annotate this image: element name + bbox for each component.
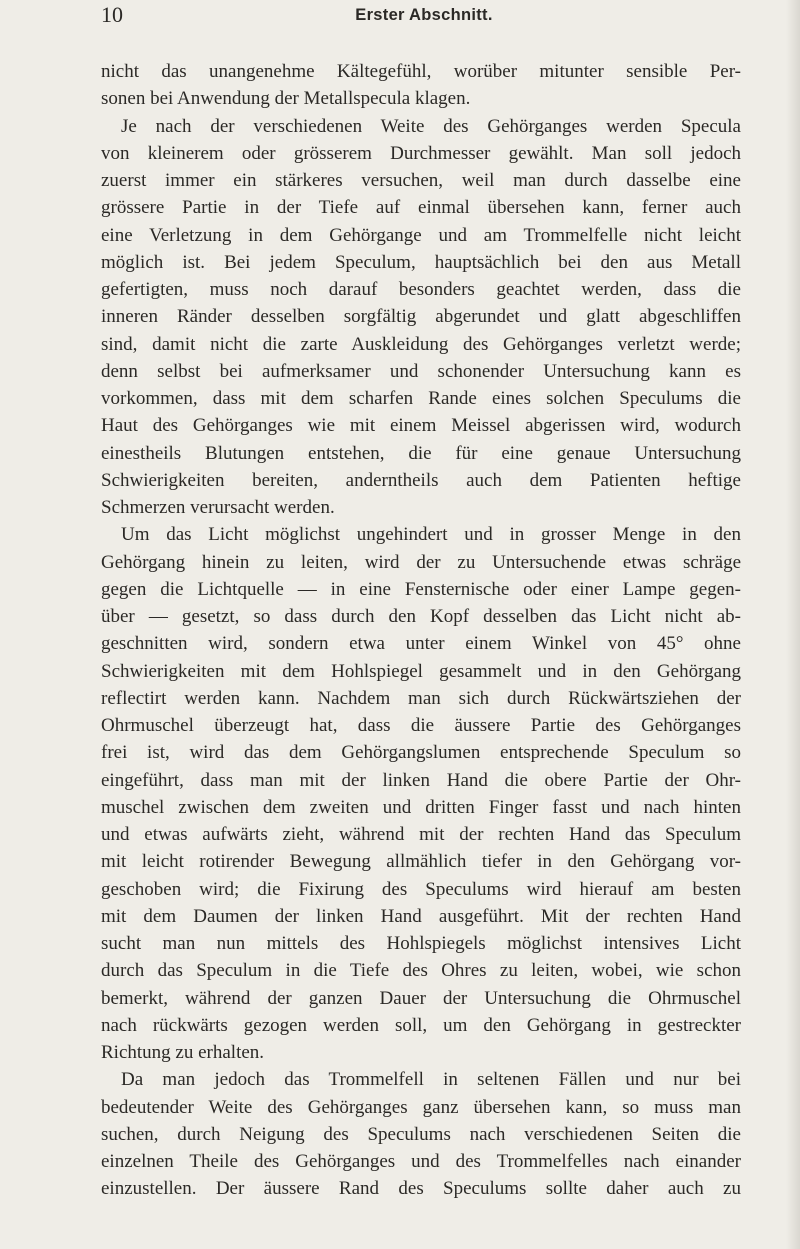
text-line: Haut des Gehörganges wie mit einem Meissel abgerissen wird, wodurch — [101, 415, 741, 437]
text-line: denn selbst bei aufmerksamer und schonender Untersuchung kann es — [101, 360, 741, 382]
text-line: einzustellen. Der äussere Rand des Speculums sollte daher auch zu — [101, 1178, 741, 1200]
body-text — [101, 58, 741, 1203]
text-line: suchen, durch Neigung des Speculums nach verschiedenen Seiten die — [101, 1123, 741, 1145]
text-line: grössere Partie in der Tiefe auf einmal übersehen kann, ferner auch — [101, 197, 741, 219]
text-line: eingeführt, dass man mit der linken Hand die obere Partie der Ohr- — [101, 769, 741, 791]
text-line: Um das Licht möglichst ungehindert und in grosser Menge in den — [121, 524, 741, 546]
page-number: 10 — [101, 2, 123, 27]
text-line: einzelnen Theile des Gehörganges und des Trommelfelles nach einander — [101, 1151, 741, 1172]
text-line: vorkommen, dass mit dem scharfen Rande eines solchen Speculums die — [101, 388, 741, 409]
text-line: sonen bei Anwendung der Metallspecula klagen. — [101, 88, 471, 110]
text-line: eine Verletzung in dem Gehörgange und am Trommelfelle nicht leicht — [101, 224, 741, 246]
text-line: gegen die Lichtquelle — in eine Fensternische oder einer Lampe gegen- — [101, 578, 741, 600]
text-line: Ohrmuschel überzeugt hat, dass die äussere Partie des Gehörganges — [101, 715, 741, 736]
text-line: Schwierigkeiten bereiten, anderntheils auch dem Patienten heftige — [101, 469, 741, 491]
text-line: einestheils Blutungen entstehen, die für eine genaue Untersuchung — [101, 442, 741, 464]
text-line: frei ist, wird das dem Gehörgangslumen entsprechende Speculum so — [101, 742, 741, 764]
running-head: Erster Abschnitt. — [355, 6, 493, 24]
text-line: Richtung zu erhalten. — [101, 1042, 265, 1063]
text-line: zuerst immer ein stärkeres versuchen, weil man durch dasselbe eine — [101, 170, 741, 191]
text-line: bemerkt, während der ganzen Dauer der Untersuchung die Ohrmuschel — [101, 987, 741, 1009]
text-line: Je nach der verschiedenen Weite des Gehörganges werden Specula — [121, 115, 741, 137]
text-line: inneren Ränder desselben sorgfältig abgerundet und glatt abgeschliffen — [101, 306, 741, 328]
text-line: geschnitten wird, sondern etwa unter einem Winkel von 45° ohne — [101, 633, 741, 655]
text-line: durch das Speculum in die Tiefe des Ohres zu leiten, wobei, wie schon — [101, 960, 741, 982]
text-line: sucht man nun mittels des Hohlspiegels möglichst intensives Licht — [101, 933, 741, 954]
text-line: mit dem Daumen der linken Hand ausgeführt. Mit der rechten Hand — [101, 905, 741, 927]
text-line: muschel zwischen dem zweiten und dritten Finger fasst und nach hinten — [101, 796, 741, 818]
text-line: und etwas aufwärts zieht, während mit der rechten Hand das Speculum — [101, 824, 741, 845]
page-edge-shadow — [786, 0, 800, 1249]
text-line: von kleinerem oder grösserem Durchmesser gewählt. Man soll jedoch — [101, 142, 741, 164]
text-line: Da man jedoch das Trommelfell in seltenen Fällen und nur bei — [121, 1069, 741, 1091]
text-line: bedeutender Weite des Gehörganges ganz übersehen kann, so muss man — [101, 1096, 741, 1118]
text-line: Schwierigkeiten mit dem Hohlspiegel gesammelt und in den Gehörgang — [101, 660, 741, 682]
text-line: nicht das unangenehme Kältegefühl, worüber mitunter sensible Per- — [101, 61, 741, 82]
text-line: über — gesetzt, so dass durch den Kopf desselben das Licht nicht ab- — [101, 606, 741, 627]
page-header — [101, 2, 741, 28]
text-line: nach rückwärts gezogen werden soll, um den Gehörgang in gestreckter — [101, 1014, 741, 1036]
text-line: geschoben wird; die Fixirung des Speculums wird hierauf am besten — [101, 878, 741, 900]
text-line: Gehörgang hinein zu leiten, wird der zu Untersuchende etwas schräge — [101, 551, 741, 573]
text-line: reflectirt werden kann. Nachdem man sich durch Rückwärtsziehen der — [101, 687, 741, 709]
text-line: gefertigten, muss noch darauf besonders geachtet werden, dass die — [101, 279, 741, 300]
text-line: mit leicht rotirender Bewegung allmählich tiefer in den Gehörgang vor- — [101, 851, 741, 873]
text-line: Schmerzen verursacht werden. — [101, 497, 335, 518]
text-line: sind, damit nicht die zarte Auskleidung des Gehörganges verletzt werde; — [101, 333, 741, 355]
text-line: möglich ist. Bei jedem Speculum, hauptsächlich bei den aus Metall — [101, 251, 741, 273]
